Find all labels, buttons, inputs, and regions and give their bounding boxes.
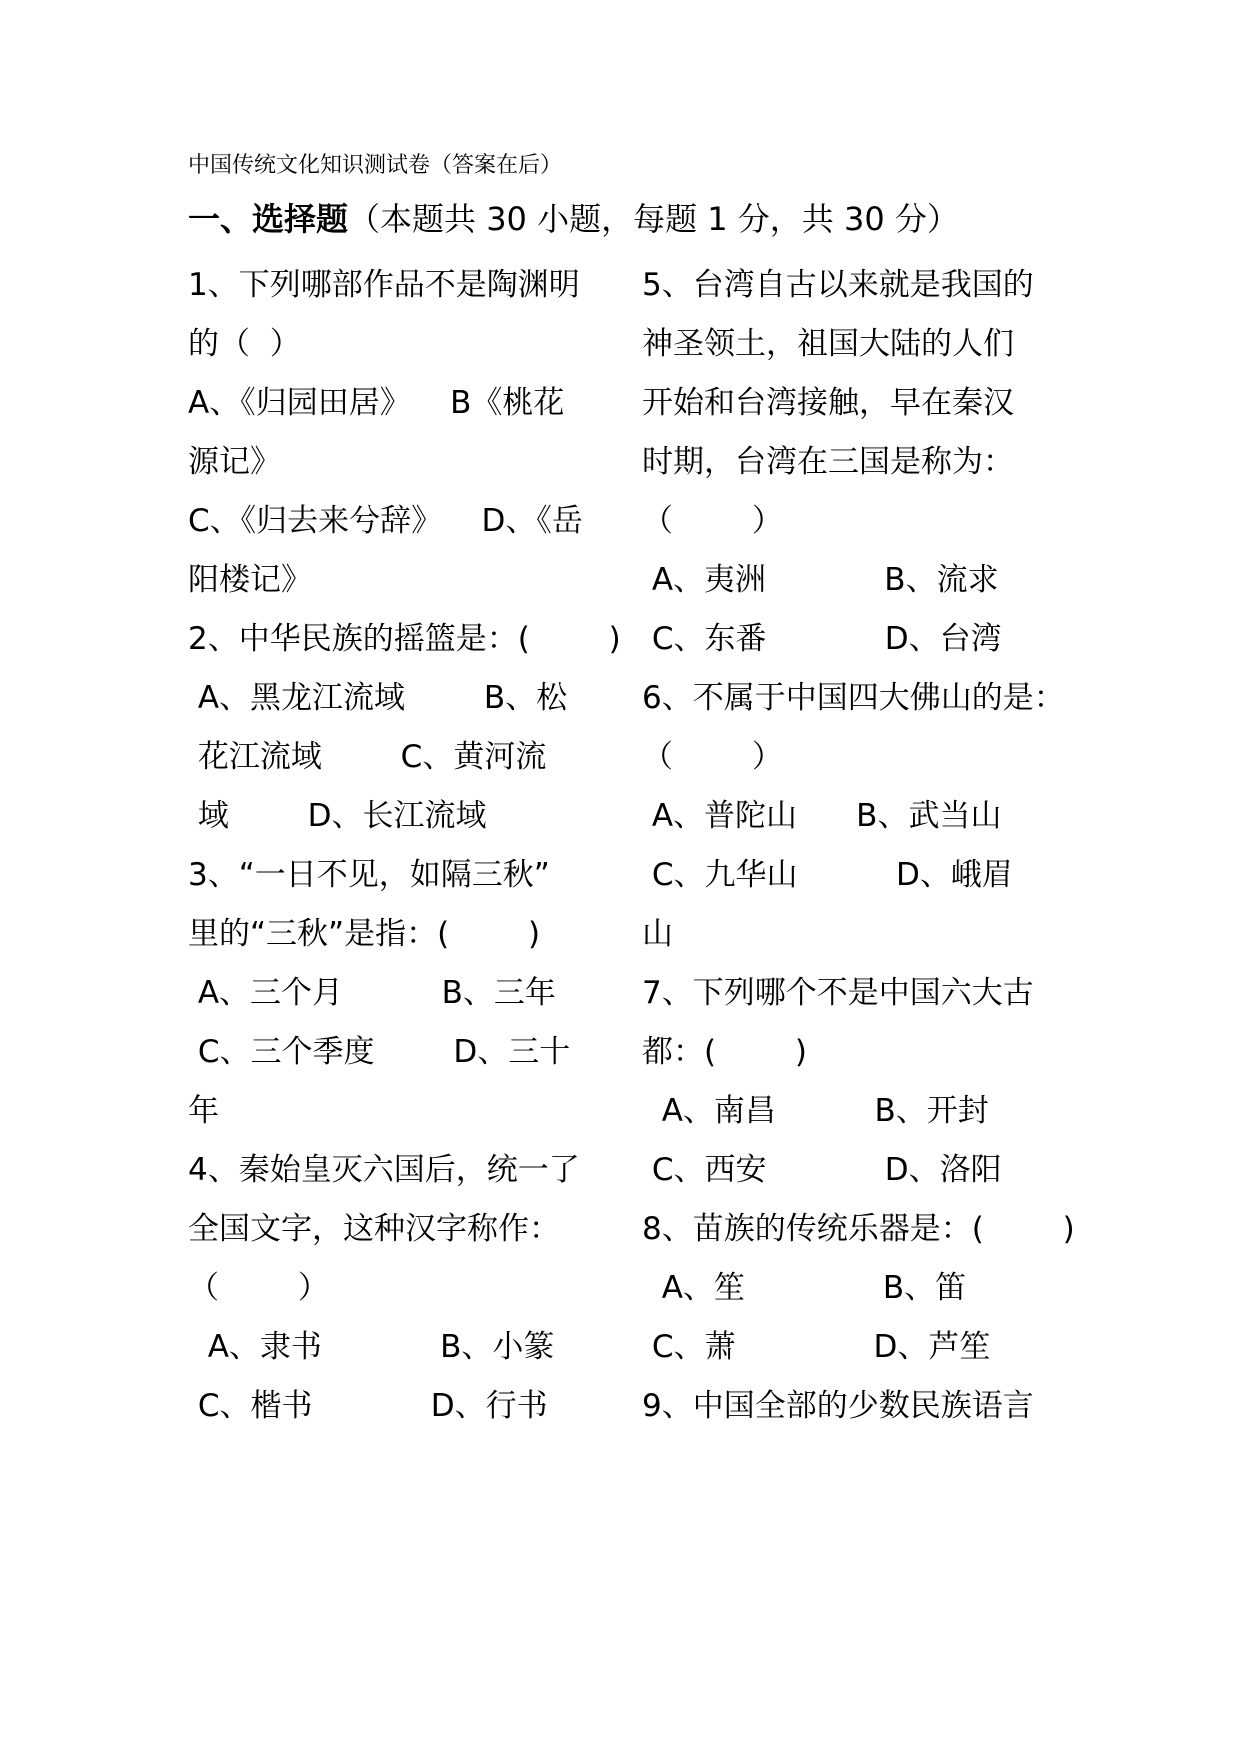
text-line: A、南昌 B、开封 <box>642 1093 989 1129</box>
text-line: C、《归去来兮辞》 D、《岳 <box>188 503 583 539</box>
text-line: C、楷书 D、行书 <box>188 1388 548 1424</box>
text-line: 神圣领土，祖国大陆的人们 <box>642 326 1014 362</box>
text-line: 2、中华民族的摇篮是：( ) <box>188 621 621 657</box>
text-line: C、九华山 D、峨眉 <box>642 857 1013 893</box>
text-line: （ ） <box>642 503 783 539</box>
text-line: 源记》 <box>188 444 281 480</box>
text-line: C、西安 D、洛阳 <box>642 1152 1002 1188</box>
text-line: C、萧 D、芦笙 <box>642 1329 991 1365</box>
text-line: 3、“一日不见，如隔三秋” <box>188 857 550 893</box>
text-line: C、三个季度 D、三十 <box>188 1034 571 1070</box>
text-line: （ ） <box>642 739 783 775</box>
text-line: 里的“三秋”是指：( ) <box>188 916 541 952</box>
document-title: 中国传统文化知识测试卷（答案在后） <box>188 153 563 178</box>
text-line: 8、苗族的传统乐器是：( ) <box>642 1211 1075 1247</box>
text-line: 1、下列哪部作品不是陶渊明 <box>188 267 580 303</box>
text-line: 5、台湾自古以来就是我国的 <box>642 267 1034 303</box>
text-line: A、《归园田居》 B《桃花 <box>188 385 565 421</box>
text-line: 阳楼记》 <box>188 562 312 598</box>
text-line: 域 D、长江流域 <box>188 798 487 834</box>
text-line: 的（ ） <box>188 326 301 362</box>
section-heading-label: 一、选择题 <box>188 200 349 238</box>
text-line: 时期，台湾在三国是称为： <box>642 444 1014 480</box>
text-line: A、黑龙江流域 B、松 <box>188 680 568 716</box>
text-line: 开始和台湾接触，早在秦汉 <box>642 385 1014 421</box>
text-line: 4、秦始皇灭六国后，统一了 <box>188 1152 580 1188</box>
text-line: C、东番 D、台湾 <box>642 621 1002 657</box>
text-line: 6、不属于中国四大佛山的是： <box>642 680 1065 716</box>
text-line: A、隶书 B、小篆 <box>188 1329 555 1365</box>
text-line: 9、中国全部的少数民族语言 <box>642 1388 1034 1424</box>
text-line: 7、下列哪个不是中国六大古 <box>642 975 1034 1011</box>
text-line: 年 <box>188 1093 219 1129</box>
text-line: （ ） <box>188 1270 329 1306</box>
text-line: 都：( ) <box>642 1034 808 1070</box>
text-line: 全国文字，这种汉字称作： <box>188 1211 560 1247</box>
text-line: A、笙 B、笛 <box>642 1270 967 1306</box>
text-line: A、夷洲 B、流求 <box>642 562 999 598</box>
text-line: 花江流域 C、黄河流 <box>188 739 547 775</box>
text-line: 山 <box>642 916 673 952</box>
section-heading-note: （本题共 30 小题，每题 1 分，共 30 分） <box>348 200 959 238</box>
text-line: A、普陀山 B、武当山 <box>642 798 1002 834</box>
text-line: A、三个月 B、三年 <box>188 975 556 1011</box>
section-heading <box>188 196 959 242</box>
